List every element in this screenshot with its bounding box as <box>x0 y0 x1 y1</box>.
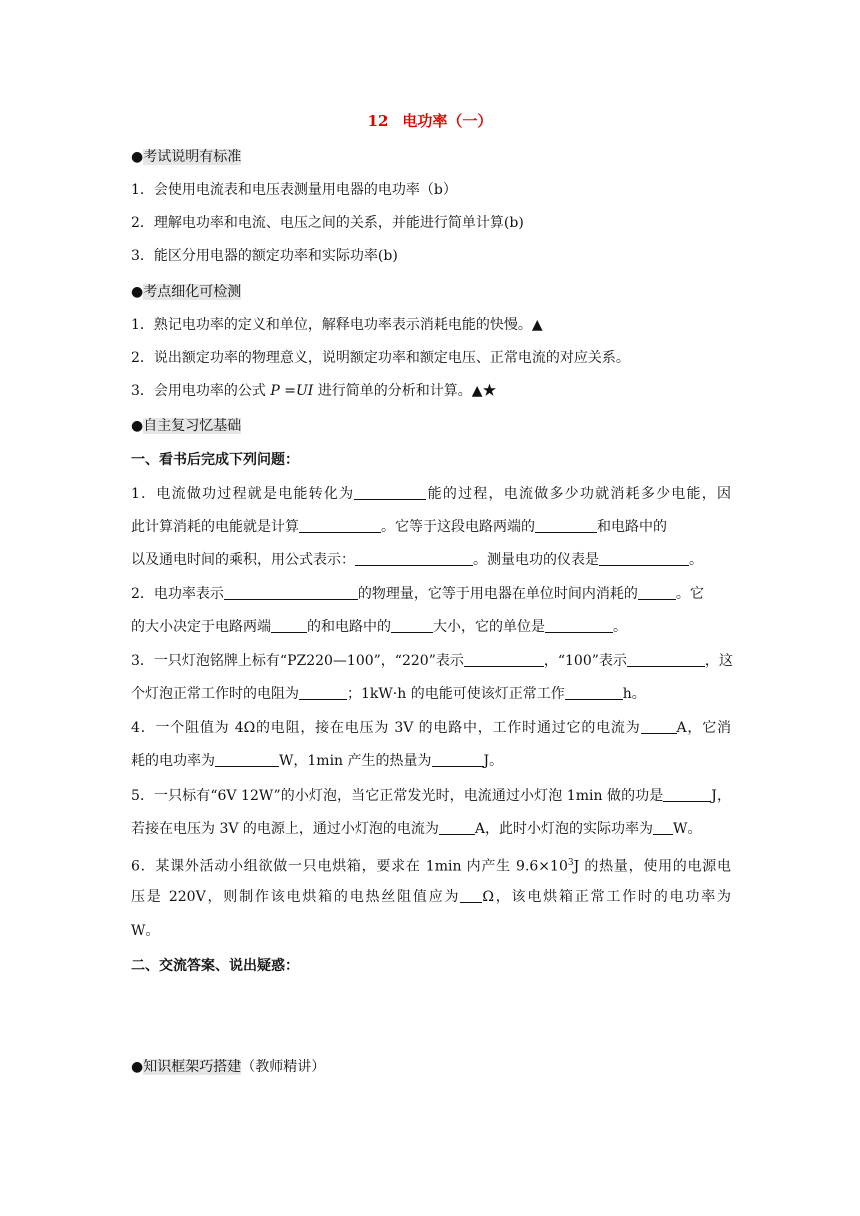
question-3-line-1 <box>131 651 731 671</box>
section-label: 考试说明有标准 <box>143 149 242 165</box>
text: 的大小决定于电路两端 <box>131 619 271 635</box>
answer-blank[interactable] <box>224 584 358 600</box>
question-1-line-3 <box>131 550 731 570</box>
section-header-knowledge-framework <box>131 1057 731 1077</box>
text: J。 <box>483 753 504 769</box>
text: 压是 220V，则制作该电烘箱的电热丝阻值应为 <box>131 889 461 905</box>
question-2-line-1 <box>131 584 731 604</box>
text: 。它等于这段电路两端的 <box>381 519 535 535</box>
text: 。 <box>689 552 703 568</box>
text: 以及通电时间的乘积，用公式表示： <box>131 552 355 568</box>
text: J， <box>711 788 731 804</box>
test-point-1: 1．熟记电功率的定义和单位，解释电功率表示消耗电能的快慢。▲ <box>131 317 543 333</box>
text: 2．电功率表示 <box>131 586 224 602</box>
question-5-line-1 <box>131 786 731 806</box>
section-suffix: （教师精讲） <box>241 1059 326 1075</box>
answer-blank[interactable] <box>464 651 544 667</box>
text: Ω，该电烘箱正常工作时的电功率为 <box>482 889 731 905</box>
question-6-line-2 <box>131 887 731 907</box>
section-label: 考点细化可检测 <box>143 284 242 300</box>
question-1-line-2 <box>131 517 731 537</box>
text: 3．一只灯泡铭牌上标有“PZ220—100”，“220”表示 <box>131 653 464 669</box>
text: 此计算消耗的电能就是计算 <box>131 519 299 535</box>
section-header-self-review <box>131 416 731 436</box>
text: W，1min 产生的热量为 <box>279 753 432 769</box>
text: 若接在电压为 3V 的电源上，通过小灯泡的电流为 <box>131 821 439 837</box>
bullet: ● <box>131 418 144 434</box>
formula-ui: UI <box>295 383 314 399</box>
text: 。 <box>613 619 627 635</box>
formula-eq: = <box>279 383 296 399</box>
answer-blank[interactable] <box>565 684 623 700</box>
question-3-line-2 <box>131 684 731 704</box>
text: 5．一只标有“6V 12W”的小灯泡，当它正常发光时，电流通过小灯泡 1min 做的功是 <box>131 788 664 804</box>
answer-blank[interactable] <box>271 617 307 633</box>
standard-item-3: 3．能区分用电器的额定功率和实际功率(b) <box>131 248 398 264</box>
text: J 的热量，使用的电源电 <box>573 858 732 875</box>
question-6-line-1 <box>131 853 731 877</box>
superscript: 3 <box>567 858 574 868</box>
question-2-line-2 <box>131 617 731 637</box>
question-4-line-1 <box>131 718 731 738</box>
answer-blank[interactable] <box>638 584 676 600</box>
part-one-heading: 一、看书后完成下列问题： <box>131 452 299 468</box>
text: 3．会用电功率的公式 <box>131 383 271 399</box>
answer-blank[interactable] <box>641 718 677 734</box>
text: W。 <box>673 821 702 837</box>
answer-blank[interactable] <box>439 819 475 835</box>
text: ，“100”表示 <box>543 653 627 669</box>
answer-blank[interactable] <box>391 617 433 633</box>
standard-item-1: 1．会使用电流表和电压表测量用电器的电功率（b） <box>131 182 457 198</box>
text: A，此时小灯泡的实际功率为 <box>474 821 654 837</box>
text: h。 <box>622 686 646 702</box>
answer-blank[interactable] <box>355 550 473 566</box>
title-number: 12 <box>367 112 389 130</box>
text: 大小，它的单位是 <box>433 619 545 635</box>
text: 6．某课外活动小组欲做一只电烘箱，要求在 1min 内产生 9.6×10 <box>131 858 568 875</box>
section-label: 自主复习忆基础 <box>143 418 242 434</box>
answer-blank[interactable] <box>535 517 597 533</box>
answer-blank[interactable] <box>599 550 689 566</box>
part-two-heading: 二、交流答案、说出疑惑： <box>131 958 299 974</box>
title-text: 电功率（一） <box>402 112 493 130</box>
text: 。它 <box>675 586 704 602</box>
section-header-exam-standards <box>131 147 731 167</box>
text: ；1kW·h 的电能可使该灯正常工作 <box>347 686 565 702</box>
text: 4．一个阻值为 4Ω的电阻，接在电压为 3V 的电路中，工作时通过它的电流为 <box>131 720 641 736</box>
formula-p: P <box>270 383 280 399</box>
text: 能的过程，电流做多少功就消耗多少电能，因 <box>426 486 731 502</box>
page-title <box>0 110 860 132</box>
section-header-test-points <box>131 282 731 302</box>
bullet: ● <box>131 149 144 165</box>
text: 的和电路中的 <box>307 619 391 635</box>
answer-blank[interactable] <box>432 751 484 767</box>
test-point-3 <box>131 381 731 401</box>
question-4-line-2 <box>131 751 731 771</box>
text: A，它消 <box>676 720 731 736</box>
text: 的物理量，它等于用电器在单位时间内消耗的 <box>357 586 638 602</box>
text: 。测量电功的仪表是 <box>473 552 599 568</box>
answer-blank[interactable] <box>354 484 426 500</box>
answer-blank[interactable] <box>215 751 279 767</box>
bullet: ● <box>131 1059 144 1075</box>
answer-blank[interactable] <box>627 651 705 667</box>
answer-blank[interactable] <box>460 887 482 903</box>
bullet: ● <box>131 284 144 300</box>
answer-blank[interactable] <box>653 819 673 835</box>
question-5-line-2 <box>131 819 731 839</box>
text: ，这 <box>704 653 733 669</box>
section-label: 知识框架巧搭建 <box>143 1059 242 1075</box>
answer-blank[interactable] <box>299 684 347 700</box>
text: 个灯泡正常工作时的电阻为 <box>131 686 299 702</box>
answer-blank[interactable] <box>663 786 711 802</box>
answer-blank[interactable] <box>545 617 613 633</box>
test-point-2: 2．说出额定功率的物理意义，说明额定功率和额定电压、正常电流的对应关系。 <box>131 350 630 366</box>
text: 耗的电功率为 <box>131 753 215 769</box>
question-6-line-3: W。 <box>131 923 160 939</box>
question-1-line-1 <box>131 484 731 504</box>
text: 和电路中的 <box>597 519 667 535</box>
answer-blank[interactable] <box>299 517 381 533</box>
text: 进行简单的分析和计算。▲★ <box>313 383 497 399</box>
standard-item-2: 2．理解电功率和电流、电压之间的关系，并能进行简单计算(b) <box>131 215 524 231</box>
text: 1．电流做功过程就是电能转化为 <box>131 486 355 502</box>
